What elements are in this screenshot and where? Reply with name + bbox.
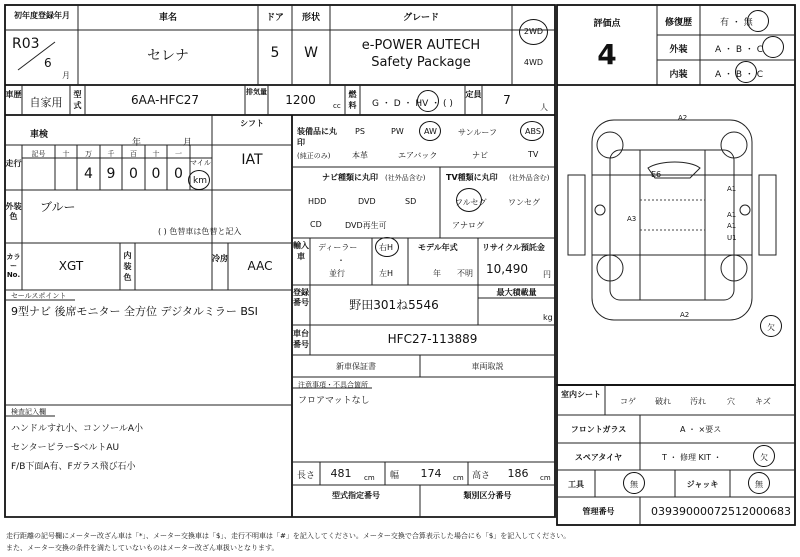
- tv-item-oneseg: ワンセグ: [508, 198, 540, 207]
- equipment-item-sunroof: サンルーフ: [458, 128, 497, 137]
- drive-2wd: 2WD: [523, 27, 544, 36]
- tv-fullseg-circle: [456, 188, 482, 212]
- displacement-value: 1200: [285, 93, 316, 107]
- door-count: 5: [270, 45, 280, 61]
- door-label: ドア: [266, 13, 284, 23]
- chassis-label: 車台番号: [293, 329, 309, 349]
- repair-history-label: 修復歴: [664, 18, 692, 28]
- body-shape: W: [304, 45, 318, 61]
- color-value: ブルー: [40, 200, 76, 214]
- recycle-value: 10,490: [486, 262, 528, 276]
- width-value: 174: [420, 467, 442, 480]
- tools-label: 工具: [568, 480, 584, 489]
- model-value: 6AA-HFC27: [130, 93, 200, 107]
- car-name: セレナ: [147, 48, 189, 64]
- class-number-label: 類別区分番号: [463, 491, 512, 500]
- jack-label: ジャッキ: [686, 480, 719, 489]
- km-circle: [188, 170, 210, 190]
- damage-mark: U1: [727, 234, 737, 242]
- vehicle-manual: 車両取説: [471, 362, 504, 371]
- spare-tire-options: T ・ 修理 KIT ・: [662, 453, 722, 462]
- mileage-digit: 4: [84, 166, 93, 182]
- equipment-abs-circle: [520, 121, 544, 141]
- tools-circle: [623, 472, 645, 494]
- mileage-unit-km: km: [193, 176, 207, 186]
- seat-item: コゲ: [620, 397, 636, 406]
- import-dealer: ディーラー: [318, 243, 358, 252]
- inspector-note-line: F/B下面A有、Fガラス飛び石小: [11, 462, 136, 472]
- inspector-notes-label: 検査記入欄: [11, 408, 46, 416]
- usage-value: 自家用: [29, 96, 63, 109]
- length-unit: cm: [364, 474, 375, 482]
- sales-point-label: セールスポイント: [11, 292, 67, 300]
- interior-seat-label: 室内シート: [561, 390, 601, 399]
- recycle-label: リサイクル預託金: [482, 243, 545, 252]
- jack-circle: [748, 472, 770, 494]
- drive-4wd: 4WD: [523, 58, 544, 67]
- admin-number-value: 03939000072512000683: [651, 505, 791, 518]
- equipment-label: 装備品に丸印: [297, 127, 337, 147]
- score-label: 評価点: [593, 19, 621, 29]
- footer-note-line1: 走行距離の記号欄にメーター改ざん車は「*」、メーター交換車は「$」、走行不明車は「#」を記入してください。メーター交換で合算表示した場合にも「$」を記入してください。: [6, 532, 571, 540]
- seat-item: 汚れ: [690, 397, 706, 406]
- grade-line-1: e-POWER AUTECH: [361, 38, 481, 53]
- jack-value: 無: [755, 480, 763, 489]
- grade-line-2: Safety Package: [371, 55, 471, 70]
- displacement-unit: cc: [333, 102, 341, 110]
- navi-item-cd: CD: [310, 220, 322, 229]
- import-right-circle: [375, 237, 399, 257]
- windshield-label: フロントガラス: [570, 425, 627, 434]
- capacity-value: 7: [503, 93, 511, 107]
- equipment-sub-label: (純正のみ): [297, 152, 331, 160]
- grade-label: グレード: [402, 13, 439, 23]
- equipment-aw-circle: [419, 121, 441, 141]
- tools-value: 無: [630, 480, 638, 489]
- shape-label: 形状: [301, 13, 320, 23]
- footer-note-line2: また、メーター交換の条件を満たしていないものはメーター改ざん車扱いとなります。: [6, 544, 279, 552]
- interior-circle: [735, 61, 757, 83]
- first-reg-month: 6: [44, 56, 52, 70]
- max-load-unit: kg: [543, 313, 553, 322]
- import-label: 輸入車: [293, 241, 309, 261]
- height-unit: cm: [540, 474, 551, 482]
- length-value: 481: [330, 467, 352, 480]
- damage-mark: A1: [727, 211, 737, 219]
- drive-selected-circle: [519, 19, 548, 45]
- mileage-mile-label: マイル: [190, 159, 211, 167]
- navi-type-label: ナビ種類に丸印: [322, 173, 378, 182]
- model-year-unknown: 不明: [457, 269, 473, 278]
- seat-item: キズ: [755, 397, 771, 406]
- missing-flag-circle: [760, 315, 782, 337]
- equipment-item-pw: PW: [391, 127, 404, 136]
- tv-item-fullseg: フルセグ: [455, 198, 487, 207]
- shift-label: シフト: [240, 119, 264, 128]
- import-right-hand: 右H: [379, 243, 394, 252]
- registration-label: 登録番号: [293, 288, 309, 307]
- usage-label: 車歴: [5, 90, 22, 99]
- import-parallel: 並行: [329, 269, 345, 278]
- model-year-unit: 年: [433, 269, 441, 278]
- exterior-options: A ・ B ・ C: [715, 45, 764, 55]
- notes-text: フロアマットなし: [298, 396, 370, 406]
- mileage-unit-3: 百: [130, 150, 137, 158]
- tv-type-sub-label: (社外品含む): [509, 174, 550, 182]
- equipment-item-ps: PS: [355, 127, 365, 136]
- admin-number-label: 管理番号: [582, 507, 615, 516]
- mileage-digit: 0: [151, 166, 161, 182]
- capacity-label: 定員: [465, 90, 482, 99]
- recycle-unit: 円: [543, 270, 551, 279]
- spare-tire-selected: 欠: [760, 453, 768, 462]
- inspector-note-line: ハンドルすれ小、コンソールA小: [11, 424, 143, 434]
- interior-options: A ・ B ・ C: [715, 70, 764, 80]
- new-car-warranty: 新車保証書: [336, 362, 376, 371]
- shift-value: IAT: [241, 152, 263, 168]
- damage-mark: A2: [680, 311, 690, 319]
- navi-item-dvd-playback: DVD再生可: [345, 221, 387, 230]
- length-label: 長さ: [297, 471, 316, 481]
- first-reg-year: R03: [12, 36, 40, 52]
- width-label: 幅: [390, 471, 400, 481]
- fuel-options: G ・ D ・ HV ・ ( ): [372, 99, 453, 109]
- registration-value: 野田301ね5546: [349, 298, 439, 312]
- model-label: 型式: [73, 90, 82, 110]
- color-no-value: XGT: [58, 259, 84, 273]
- tv-type-label: TV種類に丸印: [446, 173, 498, 182]
- inspector-note-line: センターピラーSベルトAU: [11, 443, 120, 453]
- color-label: 外装色: [5, 202, 22, 221]
- navi-item-hdd: HDD: [308, 197, 327, 206]
- exterior-label: 外装: [669, 45, 688, 55]
- height-label: 高さ: [472, 471, 491, 481]
- mileage-code-label: 記号: [31, 150, 46, 158]
- mileage-digit: 9: [106, 166, 116, 182]
- width-unit: cm: [453, 474, 464, 482]
- equipment-item-aw: AW: [424, 127, 437, 136]
- mileage-unit-0: 十: [62, 150, 70, 158]
- interior-color-label: 内装色: [123, 251, 132, 282]
- color-note: ( ) 色替車は色替と記入: [158, 227, 242, 236]
- seat-item: 破れ: [655, 397, 671, 406]
- mileage-label: 走行: [5, 159, 22, 168]
- score-value: 4: [597, 38, 617, 71]
- repair-history-options: 有 ・ 無: [720, 18, 753, 28]
- equipment-item-tv: TV: [528, 150, 539, 159]
- import-dot: ・: [337, 256, 345, 265]
- car-name-label: 車名: [158, 13, 177, 23]
- height-value: 186: [507, 467, 529, 480]
- sales-point-text: 9型ナビ 後席モニター 全方位 デジタルミラー BSI: [11, 305, 258, 318]
- missing-flag: 欠: [767, 323, 775, 332]
- mileage-unit-2: 千: [107, 150, 115, 158]
- car-diagram: [568, 120, 776, 320]
- first-reg-label: 初年度登録年月: [14, 11, 70, 20]
- equipment-item-abs: ABS: [525, 127, 541, 136]
- windshield-options: A ・ ×要ス: [680, 425, 722, 434]
- tv-item-analog: アナログ: [452, 221, 484, 230]
- damage-mark: A1: [727, 222, 737, 230]
- damage-mark: E6: [651, 170, 662, 179]
- chassis-value: HFC27-113889: [387, 332, 478, 346]
- aircon-value: AAC: [247, 259, 273, 273]
- aircon-label: 冷房: [212, 254, 228, 263]
- damage-mark: A1: [727, 185, 737, 193]
- repair-history-circle: [747, 10, 769, 32]
- fuel-label: 燃料: [348, 90, 357, 110]
- interior-label: 内装: [669, 70, 688, 80]
- max-load-label: 最大積載量: [496, 288, 537, 297]
- mileage-digit: 0: [174, 166, 183, 182]
- spare-tire-label: スペアタイヤ: [574, 453, 623, 462]
- navi-item-sd: SD: [405, 197, 417, 206]
- equipment-item-navi: ナビ: [472, 151, 488, 160]
- capacity-unit: 人: [540, 103, 548, 112]
- import-left-hand: 左H: [379, 269, 394, 278]
- mileage-digit: 0: [129, 166, 138, 182]
- notes-label: 注意事項・不具合箇所: [298, 381, 368, 389]
- seat-item: 穴: [727, 397, 735, 406]
- damage-mark: A3: [627, 215, 637, 223]
- inspection-year-unit: 年: [132, 138, 142, 148]
- fuel-circle: [417, 90, 439, 112]
- displacement-label: 排気量: [246, 88, 267, 96]
- equipment-item-leather: 本革: [352, 151, 368, 160]
- inspection-month-unit: 月: [183, 138, 193, 148]
- spare-selected-circle: [753, 445, 775, 467]
- mileage-unit-5: 一: [175, 150, 182, 158]
- navi-item-dvd: DVD: [358, 197, 376, 206]
- model-year-label: モデル年式: [418, 243, 458, 252]
- first-reg-month-unit: 月: [62, 71, 70, 80]
- color-no-label: カラーNo.: [6, 253, 21, 279]
- navi-type-sub-label: (社外品含む): [385, 174, 426, 182]
- mileage-unit-4: 十: [152, 150, 160, 158]
- equipment-item-airbag: エアバック: [398, 151, 438, 160]
- damage-mark: A2: [678, 114, 688, 122]
- mileage-unit-1: 万: [85, 150, 92, 158]
- type-designation-label: 型式指定番号: [332, 491, 380, 500]
- exterior-circle: [762, 36, 784, 58]
- inspection-label: 車検: [30, 130, 49, 140]
